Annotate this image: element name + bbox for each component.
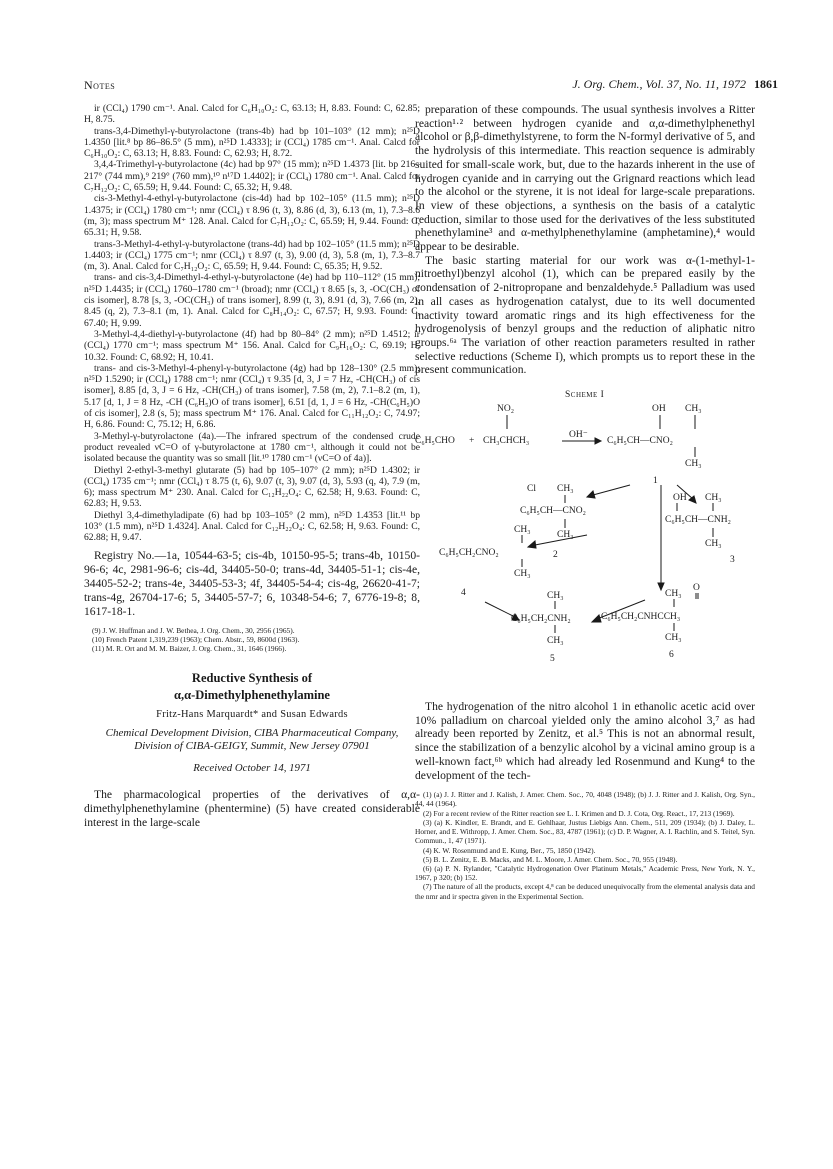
scheme-label: CH₃ xyxy=(705,539,722,550)
article-authors: Fritz-Hans Marquardt* and Susan Edwards xyxy=(156,708,348,720)
scheme-label: C₆H₅CH—CNH₂ xyxy=(665,515,731,526)
scheme-label: C₆H₅CH₂CNH₂ xyxy=(511,614,571,625)
footnote-item: (5) B. L. Zenitz, E. B. Macks, and M. L. Moore, J. Amer. Chem. Soc., 70, 955 (1948). xyxy=(423,854,678,864)
exp-paragraph: Diethyl 3,4-dimethyladipate (6) had bp 103–105° (2 mm), n²⁵D 1.4353 [lit.¹¹ bp 103° (1.5 mm), n²⁵D 1.4324]. Anal. Calcd for C₁₂H₂₂O₄: C, 62.58; H, 9.63. Found: C, 62.88; H, 9.47. xyxy=(84,509,420,544)
page-number: 1861 xyxy=(754,77,778,91)
exp-paragraph: trans-3,4-Dimethyl-γ-butyrolactone (trans-4b) had bp 101–103° (12 mm); n²⁵D 1.4350 [lit.⁸ bp 86–86.5° (5 mm), n²⁵D 1.4333]; ir (CCl₄) 1785 cm⁻¹. Anal. Calcd for C₆H₁₀O₂: C, 63.13; H, 8.83. Found: C, 62.93; H, 8.72. xyxy=(84,125,420,160)
scheme-label: 4 xyxy=(461,588,466,599)
exp-paragraph: 3-Methyl-γ-butyrolactone (4a).—The infrared spectrum of the condensed crude product revealed νC=O of γ-butyrolactone at 1780 cm⁻¹, although it could not be isolated because the quantity was so small [lit.¹⁰ 1780 cm⁻¹ (νC=O of 4a)]. xyxy=(84,430,420,465)
scheme-label: C₆H₅CH₂CNHCCH₃ xyxy=(601,612,681,623)
left-column xyxy=(84,103,420,830)
scheme-label: C₆H₅CH—CNO₂ xyxy=(520,506,586,517)
references-list xyxy=(84,626,420,654)
exp-paragraph: Diethyl 2-ethyl-3-methyl glutarate (5) had bp 105–107° (2 mm); n²⁵D 1.4302; ir (CCl₄) 1735 cm⁻¹; nmr (CCl₄) τ 8.75 (t, 6), 9.07 (t, 3), 9.07 (d, 3), 5.93 (q, 4), 7.9 (m, 6); mass spectrum M⁺ 230. Anal. Calcd for C₁₂H₂₂O₄: C, 62.58; H, 9.63. Found: C, 62.83; H, 9.53. xyxy=(84,464,420,510)
footnote-item: (6) (a) P. N. Rylander, "Catalytic Hydrogenation Over Platinum Metals," Academic Press, New York, N. Y., 1967, p 320; (b) 152. xyxy=(415,863,755,883)
scheme-label: CH₃ xyxy=(557,484,574,495)
exp-paragraph: trans- and cis-3,4-Dimethyl-4-ethyl-γ-butyrolactone (4e) had bp 110–112° (15 mm); n²⁵D 1.4435; ir (CCl₄) 1760–1780 cm⁻¹ (broad); nmr (CCl₄) τ 8.65 [s, 3, -OC(CH₃) of cis isomer], 8.78 [s, 3, -OC(CH₃) of trans isomer], 8.99 (t, 3), 8.91 (d, 3), 7.66 (m, 2), 8.45 (q, 2), 7.3–8.1 (m, 1). Anal. Calcd for C₈H₁₄O₂: C, 67.57; H, 9.93. Found: C, 67.40; H, 9.99. xyxy=(84,272,420,329)
scheme-label: CH₃CHCH₃ xyxy=(483,436,530,447)
scheme-label: O xyxy=(693,583,700,594)
exp-paragraph: trans-3-Methyl-4-ethyl-γ-butyrolactone (trans-4d) had bp 102–105° (11.5 mm); n²⁵D 1.4403; ir (CCl₄) 1775 cm⁻¹; nmr (CCl₄) τ 8.97 (t, 3), 9.00 (d, 3), 5.8 (m, 1), 7.3–8.7 (m, 3). Anal. Calcd for C₇H₁₂O₂: C, 65.59; H, 9.44. Found: C, 65.35; H, 9.52. xyxy=(84,238,420,273)
scheme-label: C₆H₅CHO xyxy=(415,436,455,447)
reaction-scheme xyxy=(415,387,755,700)
footnote-item: (4) K. W. Rosenmund and E. Kung, Ber., 75, 1850 (1942). xyxy=(423,845,596,855)
reference-item: (9) J. W. Huffman and J. W. Bethea, J. Org. Chem., 30, 2956 (1965). xyxy=(92,625,295,635)
journal-citation: J. Org. Chem., Vol. 37, No. 11, 1972 xyxy=(572,77,746,91)
article-title-line-2: α,α-Dimethylphenethylamine xyxy=(174,687,330,702)
scheme-title: Scheme I xyxy=(565,390,605,401)
scheme-label: OH⁻ xyxy=(569,430,588,441)
scheme-label: OH xyxy=(652,404,666,415)
exp-paragraph: ir (CCl₄) 1790 cm⁻¹. Anal. Calcd for C₆H₁₀O₂: C, 63.13; H, 8.83. Found: C, 62.85; H, 8.75. xyxy=(84,103,420,126)
scheme-label: 2 xyxy=(553,550,558,561)
scheme-label: OH xyxy=(673,493,687,504)
body-paragraph: The hydrogenation of the nitro alcohol 1 in ethanolic acetic acid over 10% palladium on charcoal yielded only the amino alcohol 3,⁷ as had already been reported by Zenitz, et al.⁵ This is not an abnormal result, since the stabilization of a benzylic alcohol by a vicinal amino group is a well-known fact,⁶ᵇ which had already led Rosenmund and Kung⁴ to the development of the tech- xyxy=(415,700,755,782)
footnote-item: (7) The nature of all the products, except 4,⁸ can be deduced unequivocally from the elemental analysis data and the nmr and ir spectra given in the Experimental Section. xyxy=(415,882,755,901)
scheme-label: CH₃ xyxy=(685,459,702,470)
scheme-label: CH₃ xyxy=(514,569,531,580)
body-paragraph: The basic starting material for our work was α-(1-methyl-1-nitroethyl)benzyl alcohol (1), which can be prepared easily by the condensation of 2-nitropropane and benzaldehyde.⁵ Palladium was used in all cases as hydrogenation catalyst, due to its well documented inactivity toward aromatic rings and its high effectiveness for the hydrogenolysis of benzyl groups and the reduction of aliphatic nitro groups.⁶ᵃ The variation of other reaction parameters resulted in rather selective reductions (Scheme I), which prompts us to report these in the present communication. xyxy=(415,253,755,377)
scheme-label: CH₃ xyxy=(665,589,682,600)
running-head-section: Notes xyxy=(84,78,116,92)
footnote-item: (3) (a) K. Kindler, E. Brandt, and E. Gehlhaar, Justus Liebigs Ann. Chem., 511, 209 (1934); (b) J. Daley, L. Horner, and E. Withropp, J. Amer. Chem. Soc., 83, 4787 (1961); (c) D. P. Wagner, A. I. Rachlin, and S. Teitel, Syn. Commun., 1, 47 (1971). xyxy=(415,817,755,846)
scheme-label: + xyxy=(469,436,475,447)
registry-numbers: Registry No.—1a, 10544-63-5; cis-4b, 10150-95-5; trans-4b, 10150-96-6; 4c, 2981-96-6; cis-4d, 34405-50-0; trans-4d, 34405-51-1; cis-4e, 34405-52-2; trans-4e, 34405-53-3; 4f, 34405-54-4; cis-4g, 26620-41-7; trans-4g, 26704-17-6; 5, 34405-57-7; 6, 10348-54-6; 7, 6776-19-8; 8, 1617-18-1. xyxy=(84,548,420,619)
article-title-line-1: Reductive Synthesis of xyxy=(191,671,313,686)
right-column xyxy=(415,103,755,901)
footnote-item: (1) (a) J. J. Ritter and J. Kalish, J. Amer. Chem. Soc., 70, 4048 (1948); (b) J. J. Ritter and J. Kalish, Org. Syn., 44, 44 (1964). xyxy=(415,790,755,809)
reference-item: (10) French Patent 1,319,239 (1963); Chem. Abstr., 59, 8600d (1963). xyxy=(92,634,300,644)
article-heading xyxy=(84,673,420,774)
affiliation-line-2: Division of CIBA-GEIGY, Summit, New Jersey 07901 xyxy=(134,740,370,753)
scheme-label: C₆H₅CH₂CNO₂ xyxy=(439,548,499,559)
exp-paragraph: 3,4,4-Trimethyl-γ-butyrolactone (4c) had bp 97° (15 mm); n²⁵D 1.4373 [lit. bp 216–217° (744 mm),⁹ 219° (760 mm),¹⁰ n¹⁷D 1.4402]; ir (CCl₄) 1780 cm⁻¹. Anal. Calcd for C₇H₁₂O₂: C, 65.59; H, 9.44. Found: C, 65.32; H, 9.48. xyxy=(84,159,420,194)
intro-paragraph: The pharmacological properties of the derivatives of α,α-dimethylphenethylamine (phentermine) (5) have created considerable interest in the large-scale xyxy=(84,788,420,830)
experimental-section xyxy=(84,103,420,544)
footnotes xyxy=(415,790,755,900)
scheme-label: CH₃ xyxy=(685,404,702,415)
exp-paragraph: 3-Methyl-4,4-diethyl-γ-butyrolactone (4f) had bp 80–84° (2 mm); n²⁵D 1.4512; ir (CCl₄) 1770 cm⁻¹; mass spectrum M⁺ 156. Anal. Calcd for C₉H₁₆O₂: C, 69.19; H, 10.32. Found: C, 68.92; H, 10.41. xyxy=(84,328,420,363)
received-date: Received October 14, 1971 xyxy=(193,762,311,775)
scheme-label: CH₃ xyxy=(547,591,564,602)
footnote-item: (2) For a recent review of the Ritter reaction see L. I. Krimen and D. J. Cota, Org. React., 17, 213 (1969). xyxy=(423,808,735,818)
scheme-label: 5 xyxy=(550,654,555,665)
scheme-label: 1 xyxy=(653,476,658,487)
exp-paragraph: trans- and cis-3-Methyl-4-phenyl-γ-butyrolactone (4g) had bp 128–130° (2.5 mm); n²⁵D 1.5290; ir (CCl₄) 1788 cm⁻¹; nmr (CCl₄) τ 9.35 [d, 3, J = 7 Hz, -CH(CH₃) of cis isomer], 8.85 [d, 3, J = 6 Hz, -CH(CH₃) of trans isomer], 7.58 (m, 2), 7.1–8.2 (m, 1), 5.17 [d, 1, J = 8 Hz, -CH (C₆H₅)O of trans isomer], 6.51 [d, 1, J = 6 Hz, -CH(C₆H₅)O of cis isomer], 2.8 (s, 5); mass spectrum M⁺ 176. Anal. Calcd for C₁₁H₁₂O₂: C, 74.97; H, 6.86. Found: C, 75.12; H, 6.86. xyxy=(84,362,420,431)
scheme-label: 3 xyxy=(730,555,735,566)
scheme-label: CH₃ xyxy=(514,525,531,536)
scheme-label: CH₃ xyxy=(547,636,564,647)
scheme-label: 6 xyxy=(669,650,674,661)
scheme-label: NO₂ xyxy=(497,404,515,415)
scheme-label: CH₃ xyxy=(557,530,574,541)
scheme-label: Cl xyxy=(527,484,536,495)
scheme-label: C₆H₅CH—CNO₂ xyxy=(607,436,673,447)
article-affiliation xyxy=(84,727,420,753)
reference-item: (11) M. R. Ort and M. M. Baizer, J. Org. Chem., 31, 1646 (1966). xyxy=(92,644,287,653)
scheme-label: CH₃ xyxy=(665,633,682,644)
scheme-label: CH₃ xyxy=(705,493,722,504)
body-paragraph: preparation of these compounds. The usual synthesis involves a Ritter reaction¹·² between hydrogen cyanide and α,α-dimethylphenethyl alcohol or β,β-dimethylstyrene, to form the N-formyl derivative of 5, and the hydrolysis of this intermediate. This reaction sequence is admirably suited for small-scale work, but, due to the hazards inherent in the use of hydrogen cyanide and in carrying out the Grignard reactions which lead to the alcohol or the styrene, it is not ideal for large-scale preparations. In view of these objections, a synthesis on the basis of a catalytic reduction, similar to those used for the derivatives of the less substituted phenethylamine³ and α-methylphenethylamine (amphetamine),⁴ would appear to be desirable. xyxy=(415,103,755,254)
affiliation-line-1: Chemical Development Division, CIBA Pharmaceutical Company, xyxy=(105,727,399,740)
running-head-journal xyxy=(572,77,778,92)
exp-paragraph: cis-3-Methyl-4-ethyl-γ-butyrolactone (cis-4d) had bp 102–105° (11.5 mm); n²⁵D 1.4375; ir (CCl₄) 1780 cm⁻¹; nmr (CCl₄) τ 8.96 (t, 3), 8.86 (d, 3), 6.13 (m, 1), 7.3–8.6 (m, 3); mass spectrum M⁺ 128. Anal. Calcd for C₇H₁₂O₂: C, 65.59; H, 9.44. Found: C, 65.31; H, 9.58. xyxy=(84,193,420,239)
